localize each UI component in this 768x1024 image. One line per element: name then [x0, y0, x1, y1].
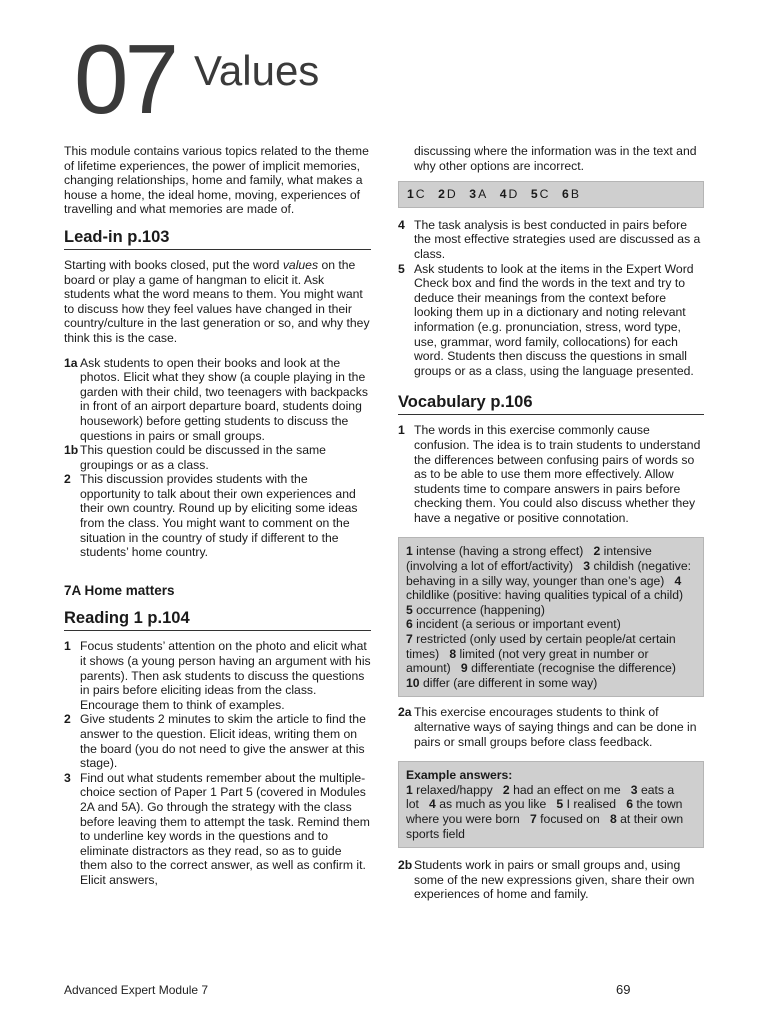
list-item [398, 705, 704, 749]
item-number: 2b [398, 858, 413, 873]
item-number: 1 [398, 423, 405, 438]
module-title: Values [194, 47, 320, 94]
list-item [64, 771, 371, 888]
item-number: 1a [64, 355, 78, 370]
item-text: The words in this exercise commonly cause confusion. The idea is to train students to understand the differences between confusing pairs of words so as to be able to use them more effectively. Allow students time to compare answers in pairs before checking them. You could also discuss whether they have a negative or positive connotation. [414, 423, 701, 525]
list-item [398, 218, 704, 262]
item-number: 2 [64, 712, 71, 727]
list-item [64, 356, 371, 444]
item-text: The task analysis is best conducted in pairs before the most effective strategies used are discussed as a class. [414, 217, 701, 261]
item-number: 5 [398, 261, 405, 276]
footer-page-number: 69 [616, 982, 631, 997]
item-text: Students work in pairs or small groups and, using some of the new expressions given, share their own experiences of home and family. [414, 858, 695, 902]
vocabulary-heading: Vocabulary p.106 [398, 392, 704, 415]
item-number: 1 [64, 639, 71, 654]
leadin-heading: Lead-in p.103 [64, 227, 371, 250]
right-column [398, 144, 704, 902]
item-text: discussing where the information was in the text and why other options are incorrect. [414, 144, 697, 173]
item-number: 1b [64, 443, 79, 458]
list-item [398, 423, 704, 525]
list-item-continuation [398, 144, 704, 173]
list-item [398, 262, 704, 379]
item-text: Ask students to look at the items in the Expert Word Check box and find the words in the text and try to deduce their meanings from the context before looking them up in a dictionary and noting relevant information (e.g. pronunciation, stress, word type, use, grammar, word family, collocations) for each word. Students then discuss the questions in small groups or as a class, using the language presented. [414, 261, 694, 378]
list-item [64, 639, 371, 712]
item-text: Focus students’ attention on the photo and elicit what it shows (a young person having an argument with his parents). Then ask students to discuss the questions in pairs before eliciting ideas from the class. Encourage them to think of examples. [80, 639, 371, 712]
item-number: 3 [64, 770, 71, 785]
reading-answers-box: 1 C 2 D 3 A 4 D 5 C 6 B [398, 181, 704, 208]
list-item [64, 472, 371, 560]
item-text: This exercise encourages students to think of alternative ways of saying things and can be done in pairs or small groups before class feedback. [414, 705, 697, 749]
item-number: 2 [64, 472, 71, 487]
footer-book-title: Advanced Expert Module 7 [64, 983, 209, 997]
list-item [398, 858, 704, 902]
list-item [64, 712, 371, 770]
item-number: 2a [398, 705, 412, 720]
item-number: 4 [398, 217, 405, 232]
reading-heading: Reading 1 p.104 [64, 608, 371, 631]
item-text: Give students 2 minutes to skim the article to find the answer to the question. Elicit ideas, writing them on the board (you do not need to give the answer at this stage). [80, 712, 366, 771]
example-answers-box: Example answers: 1 relaxed/happy 2 had an effect on me 3 eats a lot 4 as much as you like 5 I realised 6 the town where you were born 7 focused on 8 at their own sports field [398, 761, 704, 848]
vocabulary-answers-box: 1 intense (having a strong effect) 2 intensive (involving a lot of effort/activity) 3 childish (negative: behaving in a silly way, younger than one’s age) 4 childlike (positive: having qualities typical of a child) 5 occurrence (happening) 6 incident (a serious or important event) 7 restricted (only used by certain people/at certain times) 8 limited (not very great in number or amount) 9 differentiate (recognise the difference) 10 differ (are different in some way) [398, 537, 704, 697]
intro-paragraph: This module contains various topics related to the theme of lifetime experiences, the power of implicit memories, changing relationships, home and family, what makes a house a home, the ideal home, moving, experiences of travelling and what memories are made of. [64, 144, 369, 217]
item-text: This question could be discussed in the same groupings or as a class. [80, 443, 326, 472]
item-text: Ask students to open their books and look at the photos. Elicit what they show (a couple playing in the garden with their child, two teenagers with backpacks in front of an airport departure board, students doing housework) before getting students to discuss the questions in pairs or small groups. [80, 355, 368, 443]
example-answers-title: Example answers: [406, 768, 513, 783]
left-column [64, 144, 371, 888]
item-text: Find out what students remember about the multiple-choice section of Paper 1 Part 5 (covered in Modules 2A and 5A). Go through the strategy with the class before leaving them to attempt the task. Remind them to underline key words in the questions and to eliminate distractors as they read, so as to guide them also to the correct answer, as well as confirm it. Elicit answers, [80, 770, 370, 887]
item-text: This discussion provides students with the opportunity to talk about their own experiences and their own country. Round up by eliciting some ideas from the class. You might want to comment on the situation in the country of study if different to the students’ home country. [80, 472, 358, 560]
list-item [64, 443, 371, 472]
leadin-paragraph: Starting with books closed, put the word values on the board or play a game of hangman to elicit it. Ask students what the word means to them. You might want to discuss how they feel values have changed in their country/culture in the last generation or so, and why they think this is the case. [64, 257, 370, 345]
section-7a-heading: 7A Home matters [64, 582, 175, 598]
module-number: 07 [74, 24, 176, 134]
